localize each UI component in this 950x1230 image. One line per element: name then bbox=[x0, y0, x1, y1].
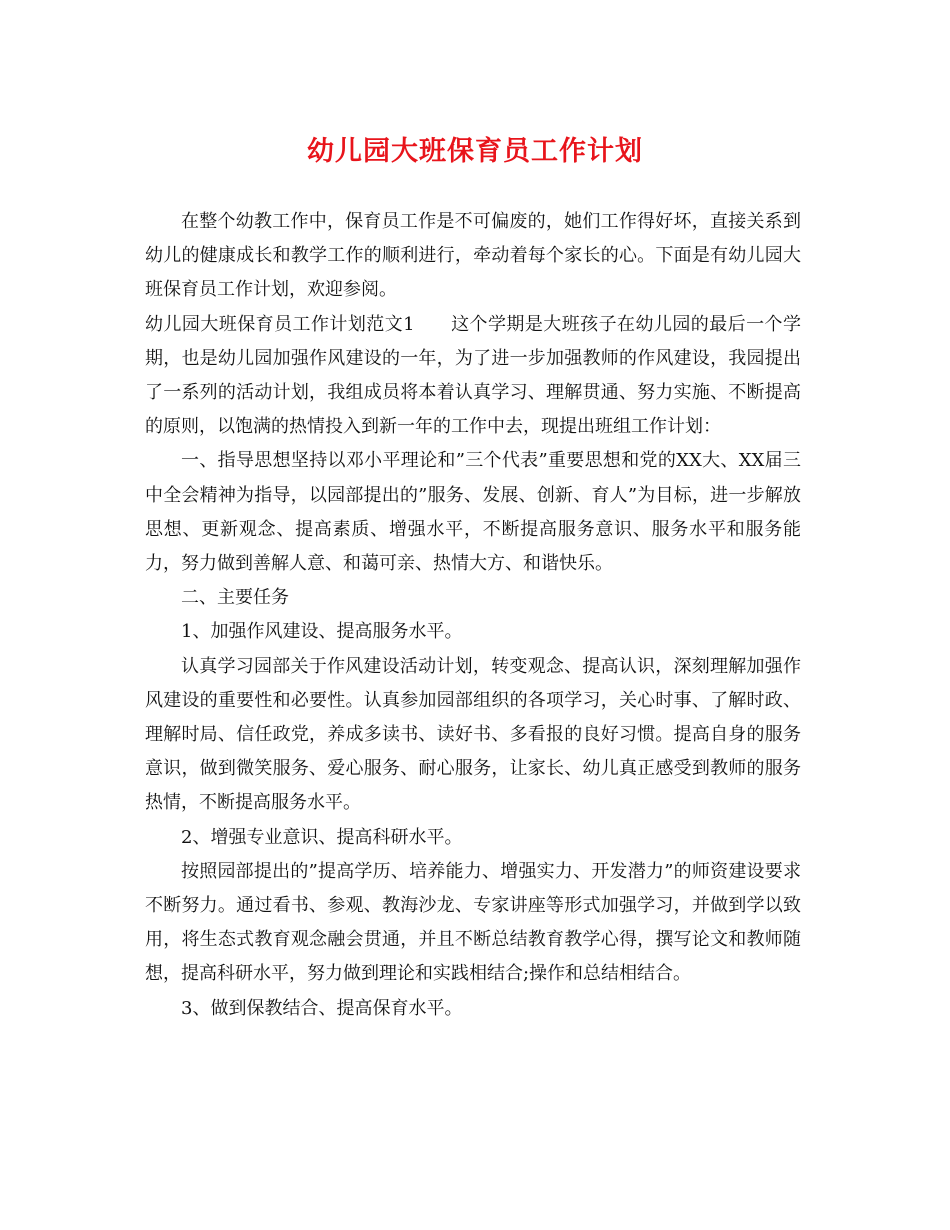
document-title: 幼儿园大班保育员工作计划 bbox=[307, 136, 643, 167]
task1-paragraph: 认真学习园部关于作风建设活动计划，转变观念、提高认识，深刻理解加强作风建设的重要性和必要性。认真参加园部组织的各项学习，关心时事、了解时政、理解时局、信任政党，养成多读书、读好书、多看报的良好习惯。提高自身的服务意识，做到微笑服务、爱心服务、耐心服务，让家长、幼儿真正感受到教师的服务热情，不断提高服务水平。 bbox=[145, 655, 801, 814]
task2-heading: 2、增强专业意识、提高科研水平。 bbox=[181, 826, 463, 848]
task1-heading: 1、加强作风建设、提高服务水平。 bbox=[181, 621, 463, 643]
task2-paragraph: 按照园部提出的”提高学历、培养能力、增强实力、开发潜力”的师资建设要求不断努力。通过看书、参观、教海沙龙、专家讲座等形式加强学习，并做到学以致用，将生态式教育观念融会贯通，并且不断总结教育教学心得，撰写论文和教师随想，提高科研水平，努力做到理论和实践相结合;操作和总结相结合。 bbox=[145, 860, 801, 985]
document-body bbox=[145, 205, 801, 1026]
task3-heading: 3、做到保教结合、提高保育水平。 bbox=[181, 997, 463, 1019]
main-tasks-heading: 二、主要任务 bbox=[181, 587, 289, 609]
sample-heading: 幼儿园大班保育员工作计划范文1 bbox=[145, 313, 415, 335]
sample-intro-text: 这个学期是大班孩子在幼儿园的最后一个学期，也是幼儿园加强作风建设的一年，为了进一步加强教师的作风建设，我园提出了一系列的活动计划，我组成员将本着认真学习、理解贯通、努力实施、不断提高的原则，以饱满的热情投入到新一年的工作中去，现提出班组工作计划： bbox=[145, 313, 801, 438]
sample-paragraph bbox=[145, 308, 801, 445]
intro-paragraph: 在整个幼教工作中，保育员工作是不可偏废的，她们工作得好坏，直接关系到幼儿的健康成长和教学工作的顺利进行，牵动着每个家长的心。下面是有幼儿园大班保育员工作计划，欢迎参阅。 bbox=[145, 211, 801, 301]
guiding-paragraph: 一、指导思想坚持以邓小平理论和”三个代表”重要思想和党的XX大、XX届三中全会精神为指导，以园部提出的”服务、发展、创新、育人”为目标，进一步解放思想、更新观念、提高素质、增强水平，不断提高服务意识、服务水平和服务能力，努力做到善解人意、和蔼可亲、热情大方、和谐快乐。 bbox=[145, 450, 801, 575]
